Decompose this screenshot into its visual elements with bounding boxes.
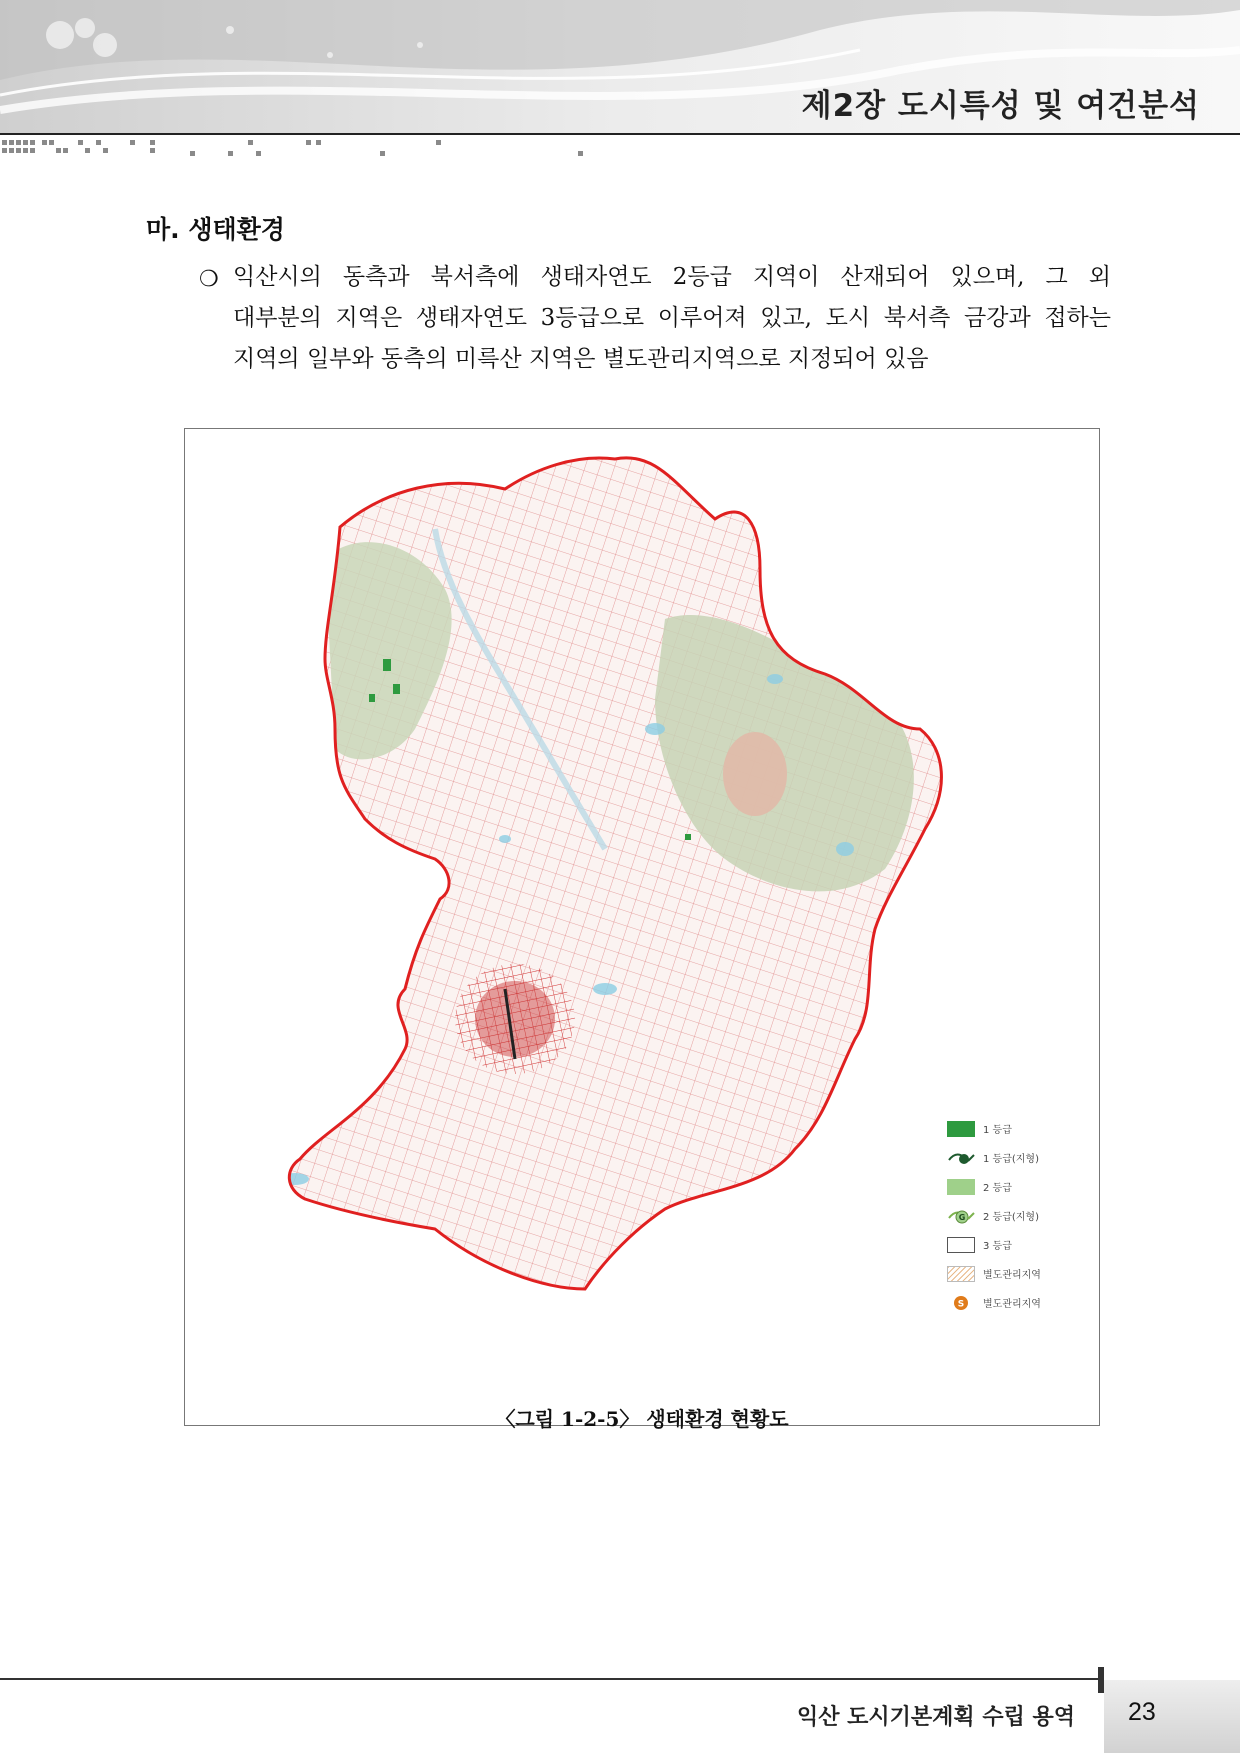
dark-green-symbol-icon [947, 1150, 975, 1166]
legend-label: 1 등급 [983, 1125, 1012, 1136]
map-legend [947, 1114, 1087, 1317]
footer-report-title: 익산 도시기본계획 수립 용역 [796, 1705, 1075, 1730]
chapter-title: 제2장 도시특성 및 여건분석 [801, 88, 1200, 124]
figure-frame [184, 428, 1100, 1431]
legend-label: 별도관리지역 [983, 1270, 1041, 1281]
page-number: 23 [1128, 1698, 1156, 1726]
dark-green-square-icon [947, 1121, 975, 1137]
paragraph-line: 익산시의 동측과 북서측에 생태자연도 2등급 지역이 산재되어 있으며, 그 외 [233, 264, 1111, 290]
figure-caption: 〈그림 1-2-5〉 생태환경 현황도 [495, 1407, 789, 1431]
white-square-icon [947, 1237, 975, 1253]
hatched-square-icon [947, 1266, 975, 1282]
legend-label: 1 등급(지형) [983, 1154, 1039, 1165]
s-symbol-icon [947, 1295, 975, 1311]
light-green-square-icon [947, 1179, 975, 1195]
decorative-dot-strip [0, 138, 620, 162]
legend-item [947, 1172, 1087, 1201]
legend-label: 2 등급 [983, 1183, 1012, 1194]
header-rule [0, 133, 1240, 135]
paragraph-line: 대부분의 지역은 생태자연도 3등급으로 이루어져 있고, 도시 북서측 금강과 접하는 [233, 305, 1111, 331]
legend-label: 3 등급 [983, 1241, 1012, 1252]
legend-item [947, 1143, 1087, 1172]
s-symbol-text: S [957, 1299, 965, 1309]
paragraph-line: 지역의 일부와 동측의 미륵산 지역은 별도관리지역으로 지정되어 있음 [233, 346, 929, 372]
page-number-box [1104, 1680, 1240, 1753]
bullet-symbol: ❍ [199, 267, 219, 292]
legend-item [947, 1288, 1087, 1317]
g-symbol-text: G [958, 1212, 966, 1222]
legend-item [947, 1201, 1087, 1230]
section-heading: 마. 생태환경 [146, 215, 285, 244]
footer-rule [0, 1678, 1100, 1680]
g-symbol-icon [947, 1208, 975, 1224]
legend-label: 2 등급(지형) [983, 1212, 1039, 1223]
legend-item [947, 1259, 1087, 1288]
legend-label: 별도관리지역 [983, 1299, 1041, 1310]
legend-item [947, 1114, 1087, 1143]
legend-item [947, 1230, 1087, 1259]
